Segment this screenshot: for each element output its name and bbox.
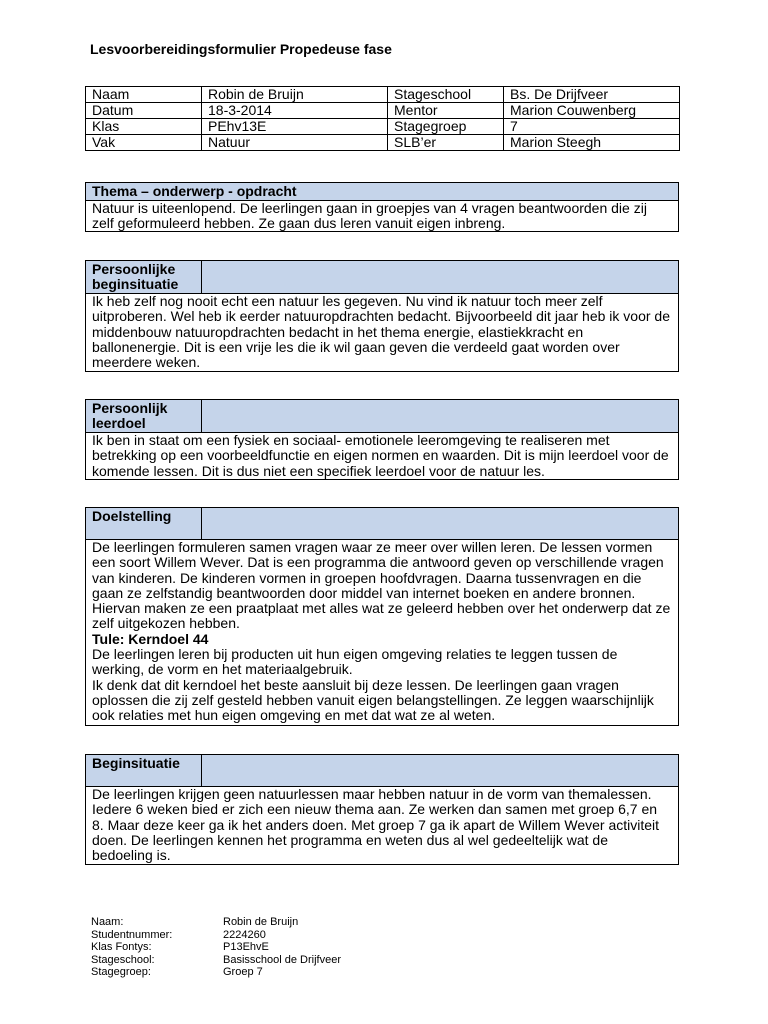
info-row	[86, 119, 680, 135]
info-label: Naam	[86, 87, 202, 103]
info-label: SLB’er	[388, 135, 504, 151]
section-title: Persoonlijk leerdoel	[86, 400, 202, 432]
document-title: Lesvoorbereidingsformulier Propedeuse fase	[90, 41, 392, 57]
section-text: Ik heb zelf nog nooit echt een natuur les gegeven. Nu vind ik natuur toch meer zelf uitproberen. Wel heb ik eerder natuuropdrachten bedacht. Bijvoorbeeld dit jaar heb ik voor de middenbouw natuuropdrachten bedacht in het thema energie, elastiekkracht en ballonenergie. Dit is een vrije les die ik wil gaan geven die verdeeld gaat worden over meerdere weken.	[92, 293, 670, 371]
section-header	[86, 261, 678, 294]
section-body	[86, 787, 678, 864]
info-label: Datum	[86, 103, 202, 119]
section-text: De leerlingen formuleren samen vragen waar ze meer over willen leren. De lessen vormen een soort Willem Wever. Dat is een programma die antwoord geven op verschillende vragen van kinderen. De kinderen vormen in groepen hoofdvragen. Daarna tussenvragen en die gaan ze zelfstandig beantwoorden door middel van internet boeken en andere bronnen. Hiervan maken ze een praatplaat met alles wat ze geleerd hebben over het onderwerp dat ze zelf uitgekozen hebben.	[92, 539, 671, 632]
info-label: Klas	[86, 119, 202, 135]
section-header	[86, 508, 678, 540]
info-value: Natuur	[202, 135, 388, 151]
section-body	[86, 540, 678, 725]
section-body	[86, 201, 678, 231]
info-value: Robin de Bruijn	[202, 87, 388, 103]
section-title: Thema – onderwerp - opdracht	[92, 183, 297, 199]
section-title: Persoonlijke beginsituatie	[86, 261, 202, 293]
info-value: 18-3-2014	[202, 103, 388, 119]
info-value: Marion Couwenberg	[504, 103, 680, 119]
info-label: Stagegroep	[388, 119, 504, 135]
info-row	[86, 87, 680, 103]
info-label: Stageschool	[388, 87, 504, 103]
footer-value: Groep 7	[223, 966, 263, 978]
section-title: Beginsituatie	[86, 755, 202, 786]
info-label: Mentor	[388, 103, 504, 119]
section-text: Natuur is uiteenlopend. De leerlingen gaan in groepjes van 4 vragen beantwoorden die zij zelf geformuleerd hebben. Ze gaan dus leren vanuit eigen inbreng.	[92, 200, 647, 232]
info-table	[85, 86, 680, 151]
footer-row	[91, 916, 341, 929]
footer-value: P13EhvE	[223, 941, 269, 953]
section-beginsituatie	[85, 754, 679, 865]
footer-label: Studentnummer:	[91, 928, 173, 941]
section-title: Doelstelling	[86, 508, 202, 539]
footer-row	[91, 929, 341, 942]
kerndoel-heading: Tule: Kerndoel 44	[92, 630, 209, 647]
section-text: Ik ben in staat om een fysiek en sociaal- emotionele leeromgeving te realiseren met betrekking op een voorbeeldfunctie en eigen normen en waarden. Dit is mijn leerdoel voor de komende lessen. Dit is dus niet een specifiek leerdoel voor de natuur les.	[92, 432, 669, 479]
section-persoonlijke-beginsituatie	[85, 260, 679, 372]
footer-row	[91, 954, 341, 967]
footer-label: Klas Fontys:	[91, 941, 152, 953]
info-value: Marion Steegh	[504, 135, 680, 151]
footer-value: Basisschool de Drijfveer	[223, 953, 341, 966]
section-text: Ik denk dat dit kerndoel het beste aansluit bij deze lessen. De leerlingen gaan vragen oplossen die zij zelf gesteld hebben vanuit eigen belangstellingen. Ze leggen waarschijnlijk ook relaties met hun eigen omgeving en met dat wat ze al weten.	[92, 676, 654, 724]
footer-details	[91, 916, 341, 979]
footer-label: Stagegroep:	[91, 966, 151, 978]
info-label: Vak	[86, 135, 202, 151]
footer-label: Stageschool:	[91, 953, 155, 966]
footer-value: 2224260	[223, 928, 266, 941]
footer-value: Robin de Bruijn	[223, 916, 299, 928]
section-header	[86, 400, 678, 433]
info-value: PEhv13E	[202, 119, 388, 135]
section-body	[86, 294, 678, 371]
info-value: 7	[504, 119, 680, 135]
info-value: Bs. De Drijfveer	[504, 87, 680, 103]
section-text: De leerlingen krijgen geen natuurlessen maar hebben natuur in de vorm van themalessen. Iedere 6 weken bied er zich een nieuw thema aan. Ze werken dan samen met groep 6,7 en 8. Maar deze keer ga ik het anders doen. Met groep 7 ga ik apart de Willem Wever activiteit doen. De leerlingen kennen het programma en weten dus al wel gedeeltelijk wat de bedoeling is.	[92, 786, 660, 864]
footer-label: Naam:	[91, 916, 124, 928]
section-text: De leerlingen leren bij producten uit hun eigen omgeving relaties te leggen tussen de werking, de vorm en het materiaalgebruik.	[92, 646, 618, 678]
section-doelstelling	[85, 507, 679, 726]
footer-row	[91, 966, 341, 979]
info-row	[86, 135, 680, 151]
footer-row	[91, 941, 341, 954]
section-persoonlijk-leerdoel	[85, 399, 679, 480]
section-header	[86, 755, 678, 787]
section-thema	[85, 182, 679, 232]
section-body	[86, 433, 678, 479]
info-row	[86, 103, 680, 119]
section-header	[86, 183, 678, 201]
